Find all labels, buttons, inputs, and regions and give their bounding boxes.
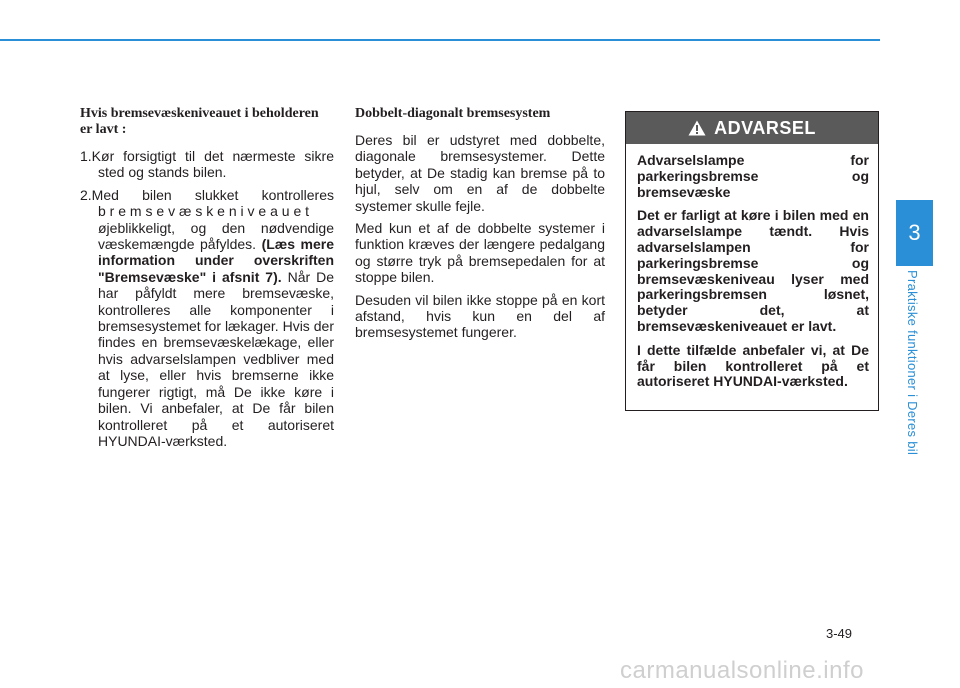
section-heading: Dobbelt-diagonalt bremsesystem — [355, 106, 551, 121]
list-item-text: 2.Med bilen slukket kontrolleres — [80, 186, 334, 203]
section-dual-diagonal — [355, 106, 605, 347]
list-item-bold-reference: (Læs mere information under overskriften "Bremsevæske" i afsnit 7). — [98, 236, 334, 285]
watermark: carmanualsonline.info — [620, 657, 864, 684]
warning-triangle-icon — [688, 120, 706, 136]
warning-paragraph: Det er farligt at køre i bilen med en advarselslampe tændt. Hvis advarselslampen for parkeringsbremse og bremsevæskeniveau lyser med parkeringsbremsen løsnet, betyder det, at bremsevæskeniveauet er lavt. — [637, 207, 869, 334]
chapter-title: Praktiske funktioner i Deres bil — [905, 270, 920, 456]
warning-body — [626, 144, 878, 390]
paragraph: Desuden vil bilen ikke stoppe på en kort afstand, hvis kun en del af bremsesystemet fungerer. — [355, 291, 605, 341]
warning-paragraph: I dette tilfælde anbefaler vi, at De får bilen kontrolleret på et autoriseret HYUNDAI-værksted. — [637, 341, 869, 390]
list-item — [80, 187, 334, 450]
warning-header — [626, 112, 878, 144]
warning-box — [625, 111, 879, 411]
list-item: 1.Kør forsigtigt til det nærmeste sikre sted og stands bilen. — [80, 148, 334, 181]
paragraph: Deres bil er udstyret med dobbelte, diagonale bremsesystemer. Dette betyder, at De stadig kan bremse på to hjul, selv om en af de dobbelte systemer skulle fejle. — [355, 132, 605, 214]
section-heading: Hvis bremsevæskeniveauet i beholderen er lavt : — [80, 106, 319, 137]
list-item-text: øjeblikkeligt, og den nødvendige væskemængde påfyldes. — [98, 219, 334, 253]
page-number: 3-49 — [826, 626, 853, 641]
chapter-tab: 3 — [896, 200, 933, 266]
paragraph: Med kun et af de dobbelte systemer i funktion kræves der længere pedalgang og større tryk på bremsepedalen for at stoppe bilen. — [355, 220, 605, 286]
section-low-brake-fluid — [80, 106, 334, 455]
warning-title: ADVARSEL — [714, 117, 816, 138]
warning-paragraph: Advarselslampe for parkeringsbremse og bremsevæske — [637, 152, 869, 200]
list-item-text: Når De har påfyldt mere bremsevæske, kontrolleres alle komponenter i bremsesystemet for lækager. Hvis der findes en bremsevæskelækage, eller hvis advarselslampen vedbliver med at lyse, eller hvis bremserne ikke fungerer rigtigt, må De ikke køre i bilen. Vi anbefaler, at De får bilen kontrolleret på et autoriseret HYUNDAI-værksted. — [98, 268, 334, 449]
list-item-spaced-text: bremsevæskeniveauet — [98, 203, 313, 220]
header-rule — [0, 39, 880, 41]
